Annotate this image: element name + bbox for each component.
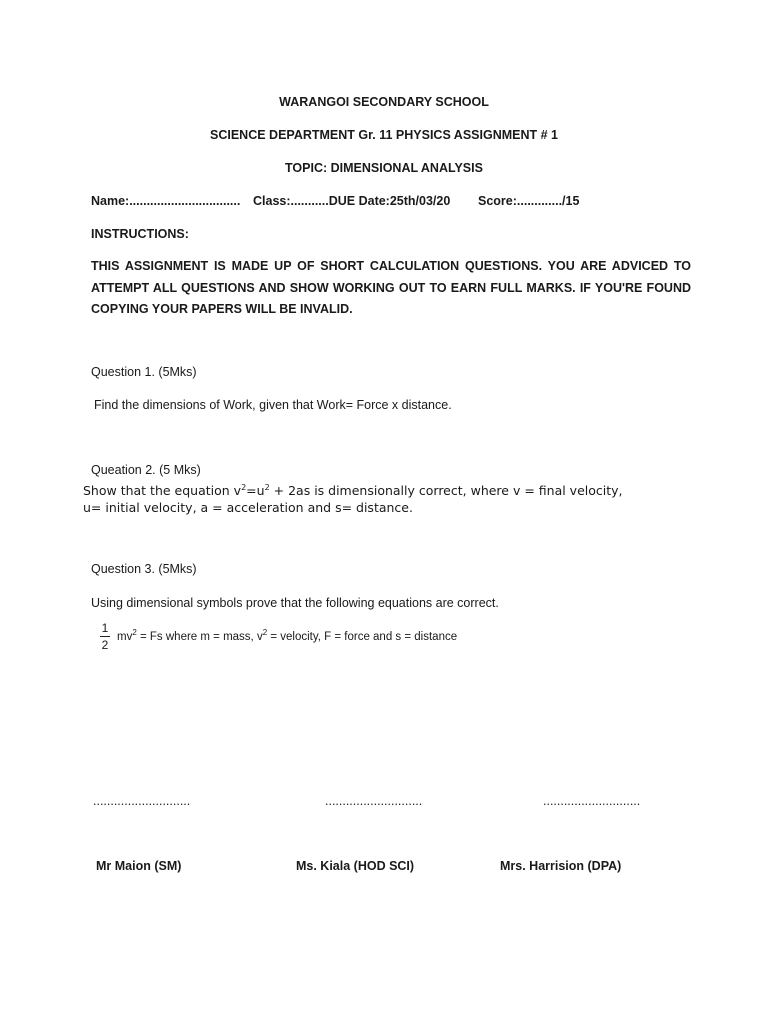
fraction-one-half — [100, 621, 110, 652]
score-field: Score:............./15 — [478, 194, 580, 208]
fraction-bar — [100, 636, 110, 637]
question-2-heading: Queation 2. (5 Mks) — [91, 463, 201, 477]
question-3-equation: $mv^2 = Fs$ where m = mass, $v^2$ = velocity, F = force and s = distance — [117, 628, 458, 643]
signatory-hod: Ms. Kiala (HOD SCI) — [296, 859, 415, 873]
department-title: SCIENCE DEPARTMENT Gr. 11 PHYSICS ASSIGNMENT # 1 — [210, 128, 558, 142]
question-1-heading: Question 1. (5Mks) — [91, 365, 197, 379]
fraction-denominator: 2 — [101, 638, 109, 652]
school-name: WARANGOI SECONDARY SCHOOL — [279, 95, 489, 109]
instructions-label: INSTRUCTIONS: — [91, 227, 189, 241]
signatory-dpa: Mrs. Harrision (DPA) — [500, 859, 622, 873]
name-field: Name:................................ — [91, 194, 241, 208]
class-due-field: Class:...........DUE Date:25th/03/20 — [253, 194, 451, 208]
question-3-text: Using dimensional symbols prove that the following equations are correct. — [91, 596, 499, 610]
fraction-numerator: 1 — [101, 621, 109, 635]
instructions-text: THIS ASSIGNMENT IS MADE UP OF SHORT CALCULATION QUESTIONS. YOU ARE ADVICED TO ATTEMPT ALL QUESTIONS AND SHOW WORKING OUT TO EARN FULL MARKS. IF YOU'RE FOUND COPYING YOUR PAPERS WILL BE INVALID. — [91, 259, 691, 316]
topic-title: TOPIC: DIMENSIONAL ANALYSIS — [285, 161, 483, 175]
signature-line-1: ............................ — [93, 794, 191, 808]
question-1-text: Find the dimensions of Work, given that Work= Force x distance. — [94, 398, 452, 412]
question-3-heading: Question 3. (5Mks) — [91, 562, 197, 576]
question-2-text: Show that the equation $v^2=u^2 + 2as$ is dimensionally correct, where v = final velocity, u= initial velocity, a = acceleration and s= distance. — [83, 482, 623, 515]
signature-line-3: ............................ — [543, 794, 641, 808]
signatory-sm: Mr Maion (SM) — [96, 859, 182, 873]
signature-line-2: ............................ — [325, 794, 423, 808]
